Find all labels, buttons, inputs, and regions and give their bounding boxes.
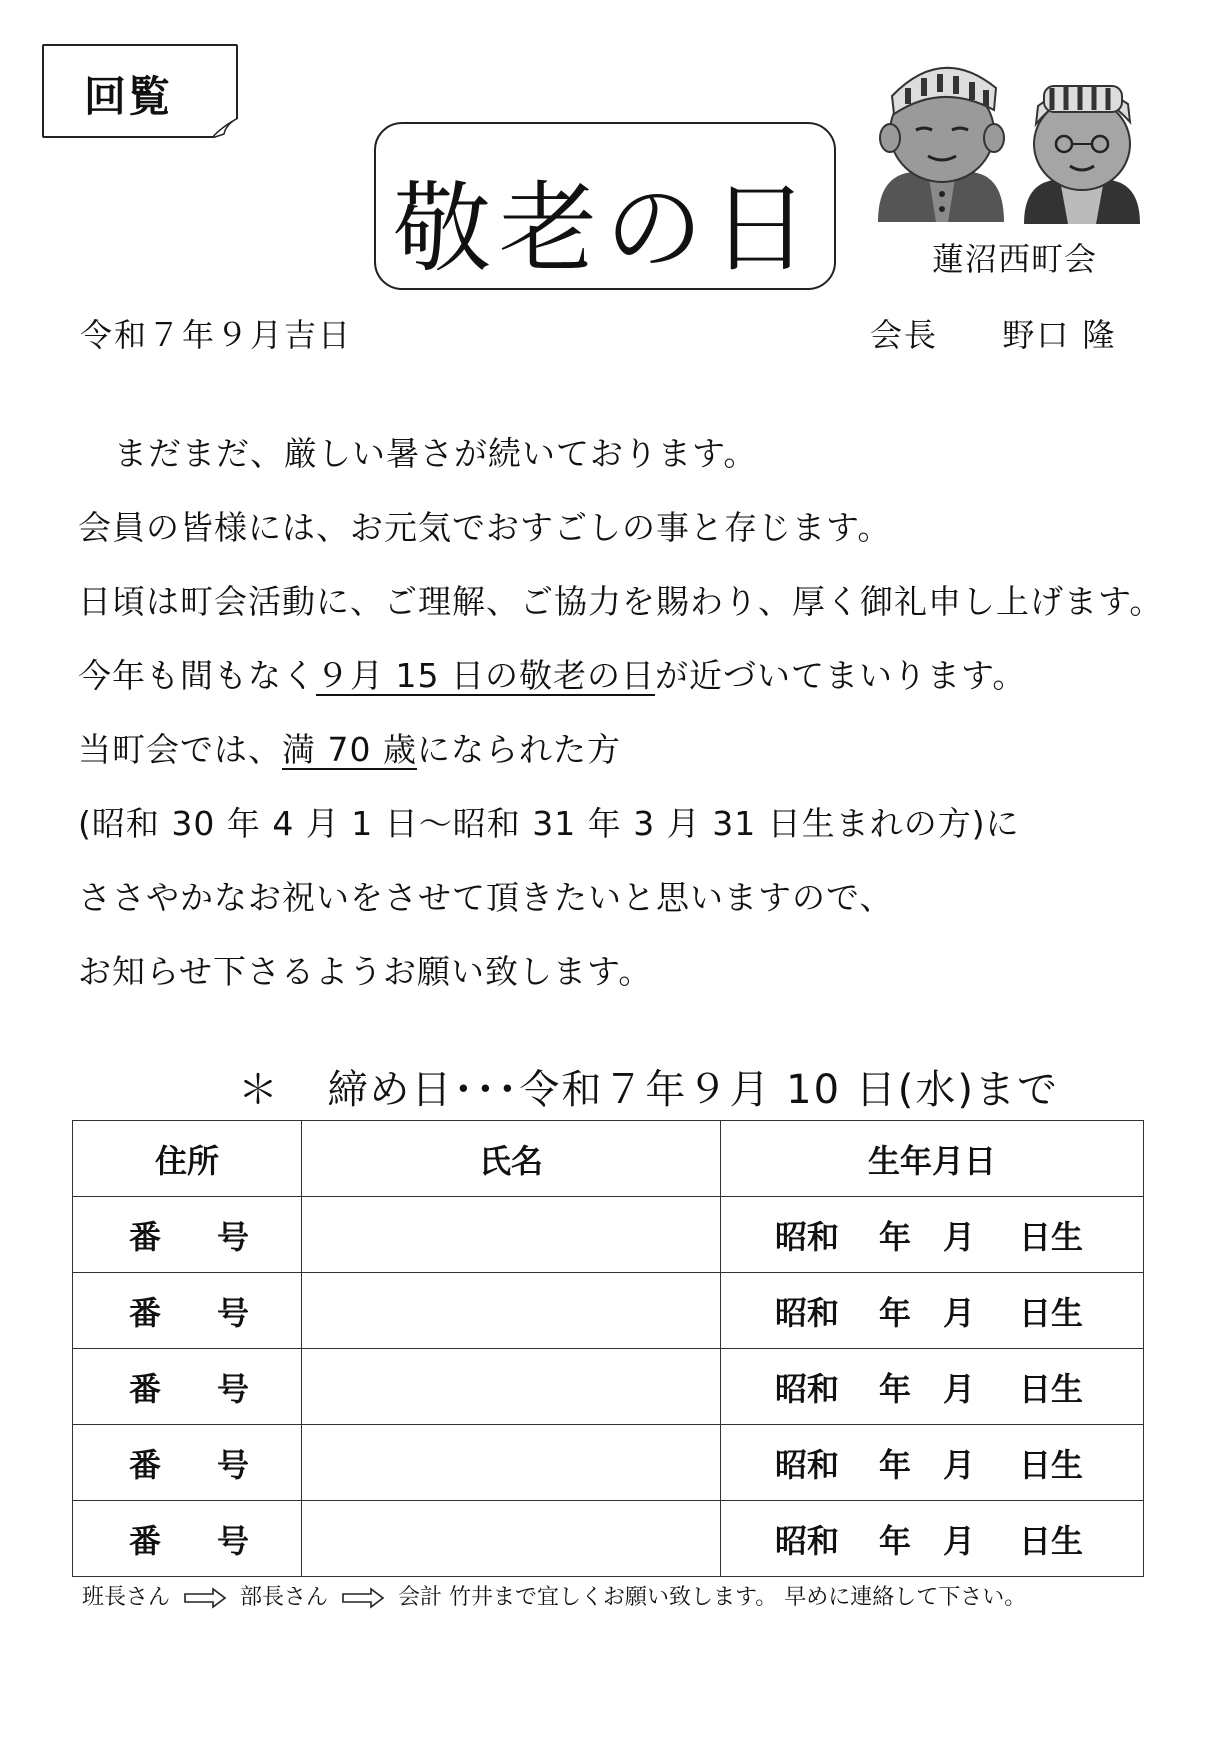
month-label: 月	[943, 1217, 976, 1256]
era-label: 昭和	[775, 1293, 840, 1332]
right-arrow-icon	[183, 1587, 227, 1609]
day-label: 日生	[1019, 1369, 1084, 1408]
address-cell[interactable]	[73, 1349, 302, 1425]
day-label: 日生	[1019, 1521, 1084, 1560]
chairman-signature	[870, 310, 1117, 356]
day-label: 日生	[1019, 1445, 1084, 1484]
routing-step-3: 会計 竹井まで宜しくお願い致します。 早めに連絡して下さい。	[398, 1585, 1027, 1610]
form-header-row	[73, 1121, 1144, 1197]
era-label: 昭和	[775, 1445, 840, 1484]
number-label: 号	[217, 1217, 250, 1256]
chairman-title: 会長	[870, 316, 939, 354]
registration-form	[72, 1120, 1144, 1577]
body-line-4-post: が近づいてまいります。	[654, 656, 1027, 695]
address-cell[interactable]	[73, 1425, 302, 1501]
grandfather-figure	[878, 68, 1004, 222]
block-label: 番	[129, 1217, 162, 1256]
circulation-tag	[42, 44, 238, 138]
year-label: 年	[879, 1293, 912, 1332]
issue-date: 令和７年９月吉日	[80, 316, 353, 354]
number-label: 号	[217, 1369, 250, 1408]
name-cell[interactable]	[302, 1273, 721, 1349]
target-age: 満 70 歳	[282, 730, 417, 769]
grandmother-figure	[1024, 86, 1140, 224]
number-label: 号	[217, 1293, 250, 1332]
body-line-7: ささやかなお祝いをさせて頂きたいと思いますので、	[78, 878, 894, 917]
name-header: 氏名	[302, 1121, 721, 1197]
organization-name: 蓮沼西町会	[932, 240, 1098, 278]
table-row	[73, 1273, 1144, 1349]
month-label: 月	[943, 1369, 976, 1408]
body-line-5-post: になられた方	[416, 730, 621, 769]
number-label: 号	[217, 1521, 250, 1560]
elderly-couple-illustration	[848, 44, 1168, 244]
block-label: 番	[129, 1293, 162, 1332]
routing-step-2: 部長さん	[240, 1585, 329, 1610]
year-label: 年	[879, 1521, 912, 1560]
name-cell[interactable]	[302, 1425, 721, 1501]
routing-note	[82, 1580, 1026, 1611]
dob-header: 生年月日	[721, 1121, 1144, 1197]
page-curl-icon	[212, 118, 238, 138]
dob-cell[interactable]	[721, 1197, 1144, 1273]
block-label: 番	[129, 1521, 162, 1560]
body-line-5-pre: 当町会では、	[78, 730, 282, 769]
body-line-6: (昭和 30 年 4 月 1 日～昭和 31 年 3 月 31 日生まれの方)に	[78, 804, 1020, 843]
asterisk-marker: ＊	[238, 1067, 280, 1113]
table-row	[73, 1501, 1144, 1577]
day-label: 日生	[1019, 1217, 1084, 1256]
table-row	[73, 1349, 1144, 1425]
name-cell[interactable]	[302, 1349, 721, 1425]
month-label: 月	[943, 1445, 976, 1484]
block-label: 番	[129, 1445, 162, 1484]
body-line-5	[78, 724, 621, 771]
month-label: 月	[943, 1521, 976, 1560]
body-line-2: 会員の皆様には、お元気でおすごしの事と存じます。	[78, 508, 892, 547]
body-line-8: お知らせ下さるようお願い致します。	[78, 952, 653, 991]
dob-cell[interactable]	[721, 1349, 1144, 1425]
year-label: 年	[879, 1217, 912, 1256]
deadline-text: 締め日･･･令和７年９月 10 日(水)まで	[327, 1067, 1059, 1113]
dob-cell[interactable]	[721, 1425, 1144, 1501]
number-label: 号	[217, 1445, 250, 1484]
body-line-1: まだまだ、厳しい暑さが続いております。	[114, 434, 758, 473]
right-arrow-icon	[341, 1587, 385, 1609]
page-title: 敬老の日	[392, 172, 817, 286]
table-row	[73, 1197, 1144, 1273]
title-frame	[374, 122, 836, 290]
name-cell[interactable]	[302, 1501, 721, 1577]
circulation-label: 回覧	[84, 72, 173, 121]
table-row	[73, 1425, 1144, 1501]
body-line-4-pre: 今年も間もなく	[78, 656, 316, 695]
era-label: 昭和	[775, 1217, 840, 1256]
chairman-name: 野口 隆	[1002, 316, 1117, 354]
body-line-3: 日頃は町会活動に、ご理解、ご協力を賜わり、厚く御礼申し上げます。	[78, 582, 1164, 621]
year-label: 年	[879, 1445, 912, 1484]
block-label: 番	[129, 1369, 162, 1408]
name-cell[interactable]	[302, 1197, 721, 1273]
address-cell[interactable]	[73, 1273, 302, 1349]
day-label: 日生	[1019, 1293, 1084, 1332]
dob-cell[interactable]	[721, 1273, 1144, 1349]
address-header: 住所	[73, 1121, 302, 1197]
address-cell[interactable]	[73, 1197, 302, 1273]
era-label: 昭和	[775, 1369, 840, 1408]
body-line-4	[78, 650, 1026, 697]
deadline	[238, 1058, 1059, 1115]
address-cell[interactable]	[73, 1501, 302, 1577]
dob-cell[interactable]	[721, 1501, 1144, 1577]
month-label: 月	[943, 1293, 976, 1332]
routing-step-1: 班長さん	[82, 1585, 171, 1610]
era-label: 昭和	[775, 1521, 840, 1560]
respect-day-date: ９月 15 日の敬老の日	[316, 656, 655, 695]
year-label: 年	[879, 1369, 912, 1408]
